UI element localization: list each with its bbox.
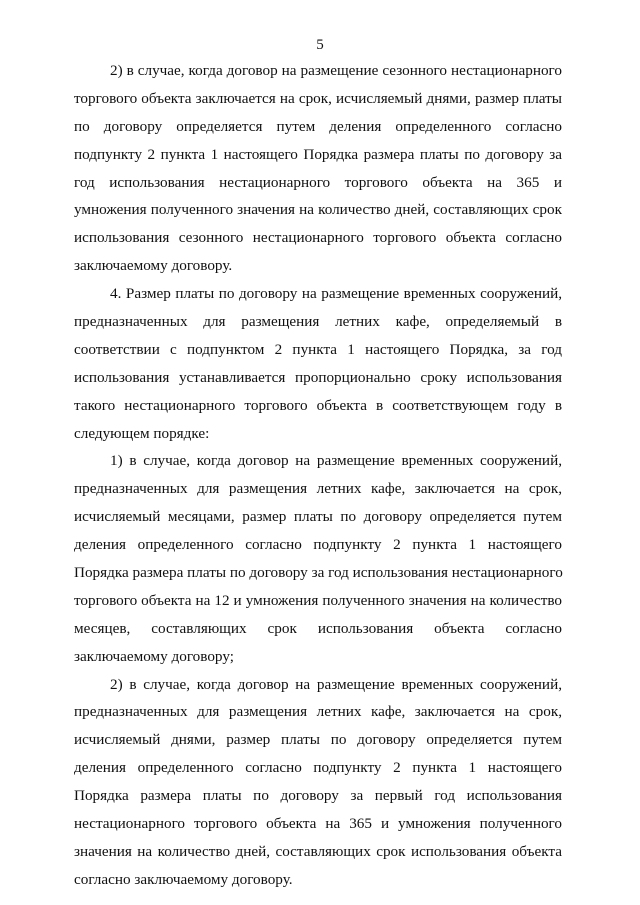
paragraph-line: использования сезонного нестационарного торгового объекта согласно — [74, 229, 562, 247]
paragraph-line: заключаемому договору; — [74, 647, 234, 665]
paragraph-line: Порядка размера платы по договору за год использования нестационарного — [74, 564, 563, 582]
paragraph-line: согласно заключаемому договору. — [74, 870, 293, 888]
paragraph-line: использования устанавливается пропорционально сроку использования — [74, 368, 562, 386]
paragraph-line: предназначенных для размещения летних кафе, заключается на срок, — [74, 703, 562, 721]
paragraph-line: исчисляемый месяцами, размер платы по договору определяется путем — [74, 508, 562, 526]
paragraph-line: умножения полученного значения на количество дней, составляющих срок — [74, 201, 562, 219]
paragraph-line: торгового объекта заключается на срок, исчисляемый днями, размер платы — [74, 89, 562, 107]
paragraph-line: 1) в случае, когда договор на размещение временных сооружений, — [110, 452, 562, 470]
paragraph-line: деления определенного согласно подпункту 2 пункта 1 настоящего — [74, 759, 562, 777]
paragraph-line: 4. Размер платы по договору на размещение временных сооружений, — [110, 285, 562, 303]
paragraph-line: исчисляемый днями, размер платы по договору определяется путем — [74, 731, 562, 749]
paragraph-line: заключаемому договору. — [74, 257, 233, 275]
paragraph-line: деления определенного согласно подпункту 2 пункта 1 настоящего — [74, 536, 562, 554]
paragraph-line: следующем порядке: — [74, 424, 210, 442]
paragraph-line: подпункту 2 пункта 1 настоящего Порядка размера платы по договору за — [74, 145, 562, 163]
paragraph-line: предназначенных для размещения летних кафе, определяемый в — [74, 313, 562, 331]
paragraph-line: 2) в случае, когда договор на размещение временных сооружений, — [110, 675, 562, 693]
paragraph-line: Порядка размера платы по договору за первый год использования — [74, 787, 562, 805]
paragraph-line: соответствии с подпунктом 2 пункта 1 настоящего Порядка, за год — [74, 340, 562, 358]
paragraph-line: такого нестационарного торгового объекта в соответствующем году в — [74, 396, 562, 414]
page-number: 5 — [316, 37, 324, 53]
paragraph-line: год использования нестационарного торгового объекта на 365 и — [74, 173, 562, 191]
paragraph-line: торгового объекта на 12 и умножения полученного значения на количество — [74, 591, 562, 609]
paragraph-line: предназначенных для размещения летних кафе, заключается на срок, — [74, 480, 562, 498]
paragraph-line: значения на количество дней, составляющих срок использования объекта — [74, 842, 562, 860]
paragraph-line: нестационарного торгового объекта на 365 и умножения полученного — [74, 815, 562, 833]
paragraph-line: по договору определяется путем деления определенного согласно — [74, 117, 562, 135]
paragraph-line: месяцев, составляющих срок использования объекта согласно — [74, 619, 562, 637]
document-body — [74, 57, 562, 894]
paragraph-line: 2) в случае, когда договор на размещение сезонного нестационарного — [110, 62, 562, 79]
